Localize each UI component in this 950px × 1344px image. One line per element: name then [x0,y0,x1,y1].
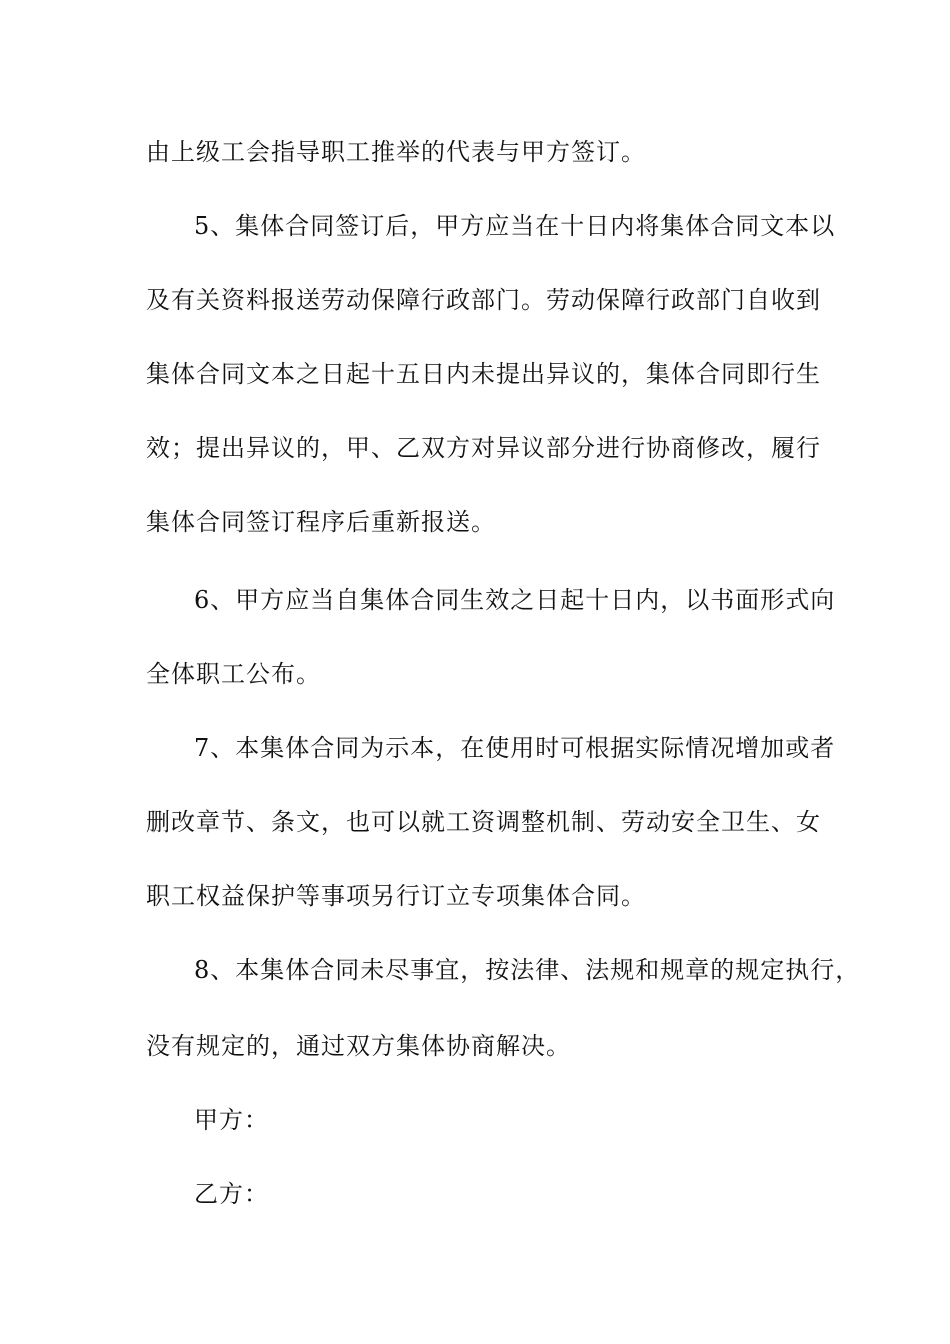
clause-5-line-2: 及有关资料报送劳动保障行政部门。劳动保障行政部门自收到 [146,286,821,314]
clause-8-line-2: 没有规定的，通过双方集体协商解决。 [146,1032,571,1060]
clause-7-line-3: 职工权益保护等事项另行订立专项集体合同。 [146,882,646,910]
clause-5-line-5: 集体合同签订程序后重新报送。 [146,508,496,536]
paragraph-4-line-end: 由上级工会指导职工推举的代表与甲方签订。 [146,138,646,166]
clause-8-line-1: 8、本集体合同未尽事宜，按法律、法规和规章的规定执行， [194,956,861,984]
clause-5-line-3: 集体合同文本之日起十五日内未提出异议的，集体合同即行生 [146,360,821,388]
clause-6-line-1: 6、甲方应当自集体合同生效之日起十日内，以书面形式向 [194,586,836,614]
clause-7-line-2: 删改章节、条文，也可以就工资调整机制、劳动安全卫生、女 [146,808,821,836]
clause-5-line-4: 效；提出异议的，甲、乙双方对异议部分进行协商修改，履行 [146,434,821,462]
clause-6-line-2: 全体职工公布。 [146,660,321,688]
party-b-label: 乙方： [194,1180,269,1208]
party-a-label: 甲方： [194,1106,269,1134]
clause-5-line-1: 5、集体合同签订后，甲方应当在十日内将集体合同文本以 [194,212,836,240]
clause-7-line-1: 7、本集体合同为示本，在使用时可根据实际情况增加或者 [194,734,836,762]
